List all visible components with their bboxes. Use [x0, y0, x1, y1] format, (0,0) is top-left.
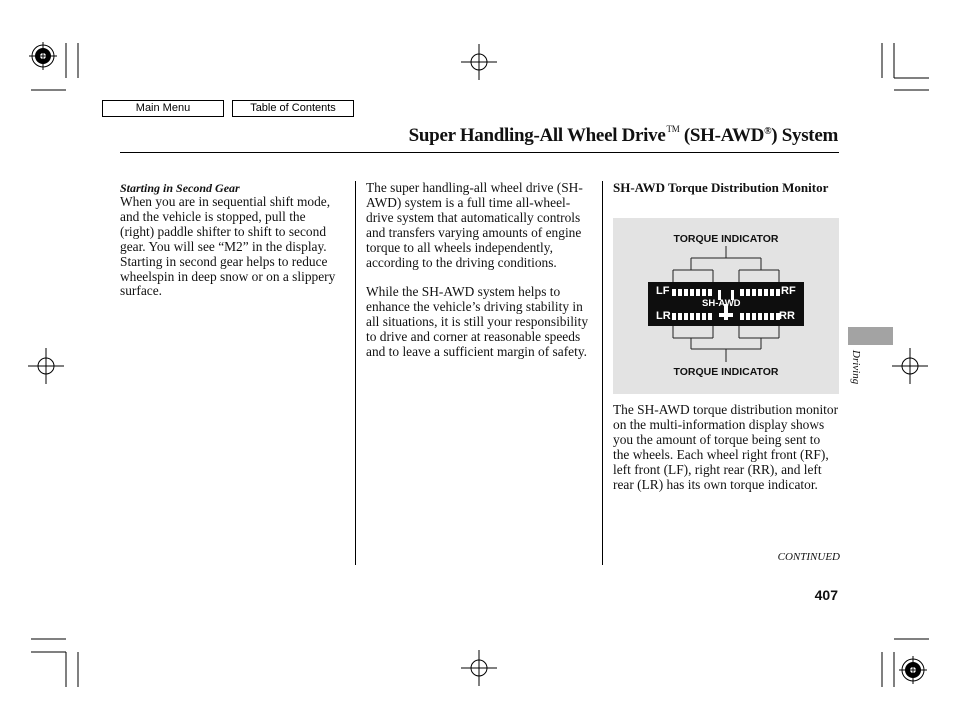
torque-indicator-label-top: TORQUE INDICATOR [673, 233, 779, 245]
torque-monitor-diagram [613, 218, 839, 394]
title-text: Super Handling-All Wheel Drive [408, 125, 666, 146]
paragraph-sh-awd-intro: The super handling-all wheel drive (SH-AWD) system is a full time all-wheel-drive system that automatically controls and transfers varying amounts of engine torque to all wheels independently, according to the driving conditions. [366, 180, 583, 270]
table-of-contents-button[interactable]: Table of Contents [232, 100, 354, 117]
paragraph-torque-monitor: The SH-AWD torque distribution monitor on the multi-information display shows you the amount of torque being sent to the wheels. Each wheel right front (RF), left front (LF), right rear (RR), and left rear (LR) has its own torque indicator. [613, 402, 839, 492]
torque-indicator-label-bottom: TORQUE INDICATOR [673, 366, 779, 378]
multi-info-display [648, 282, 804, 326]
column-1 [120, 181, 342, 299]
paragraph-sh-awd-safety: While the SH-AWD system helps to enhance the vehicle’s driving stability in all situations, it is still your responsibility to drive and corner at reasonable speeds and to leave a sufficient margin of safety. [366, 284, 589, 360]
main-menu-button[interactable]: Main Menu [102, 100, 224, 117]
label-rf: RF [781, 285, 796, 297]
paragraph-second-gear: When you are in sequential shift mode, and the vehicle is stopped, pull the (right) paddle shifter to shift to second gear. You will see “M2” in the display. Starting in second gear helps to reduce wheelspin in deep snow or on a slippery surface. [120, 194, 336, 299]
continued-label: CONTINUED [777, 551, 840, 563]
column-divider-2 [602, 181, 603, 565]
column-2 [366, 181, 590, 360]
label-sh-awd: SH-AWD [702, 298, 741, 309]
section-tab[interactable] [848, 327, 893, 345]
registered-mark: ® [764, 126, 772, 137]
section-tab-label: Driving [850, 350, 862, 385]
page-title [409, 124, 838, 147]
column-3-body [613, 403, 839, 492]
header-rule [120, 152, 839, 153]
subhead-torque-monitor: SH-AWD Torque Distribution Monitor [613, 180, 829, 195]
label-rr: RR [779, 310, 795, 322]
title-text-mid: (SH-AWD [679, 125, 765, 146]
trademark-mark: TM [666, 124, 680, 134]
column-3-header [613, 181, 839, 196]
title-text-end: ) System [771, 125, 838, 146]
label-lr: LR [656, 310, 671, 322]
label-lf: LF [656, 285, 670, 297]
page-number: 407 [814, 587, 838, 603]
subhead-second-gear: Starting in Second Gear [120, 181, 240, 195]
column-divider-1 [355, 181, 356, 565]
